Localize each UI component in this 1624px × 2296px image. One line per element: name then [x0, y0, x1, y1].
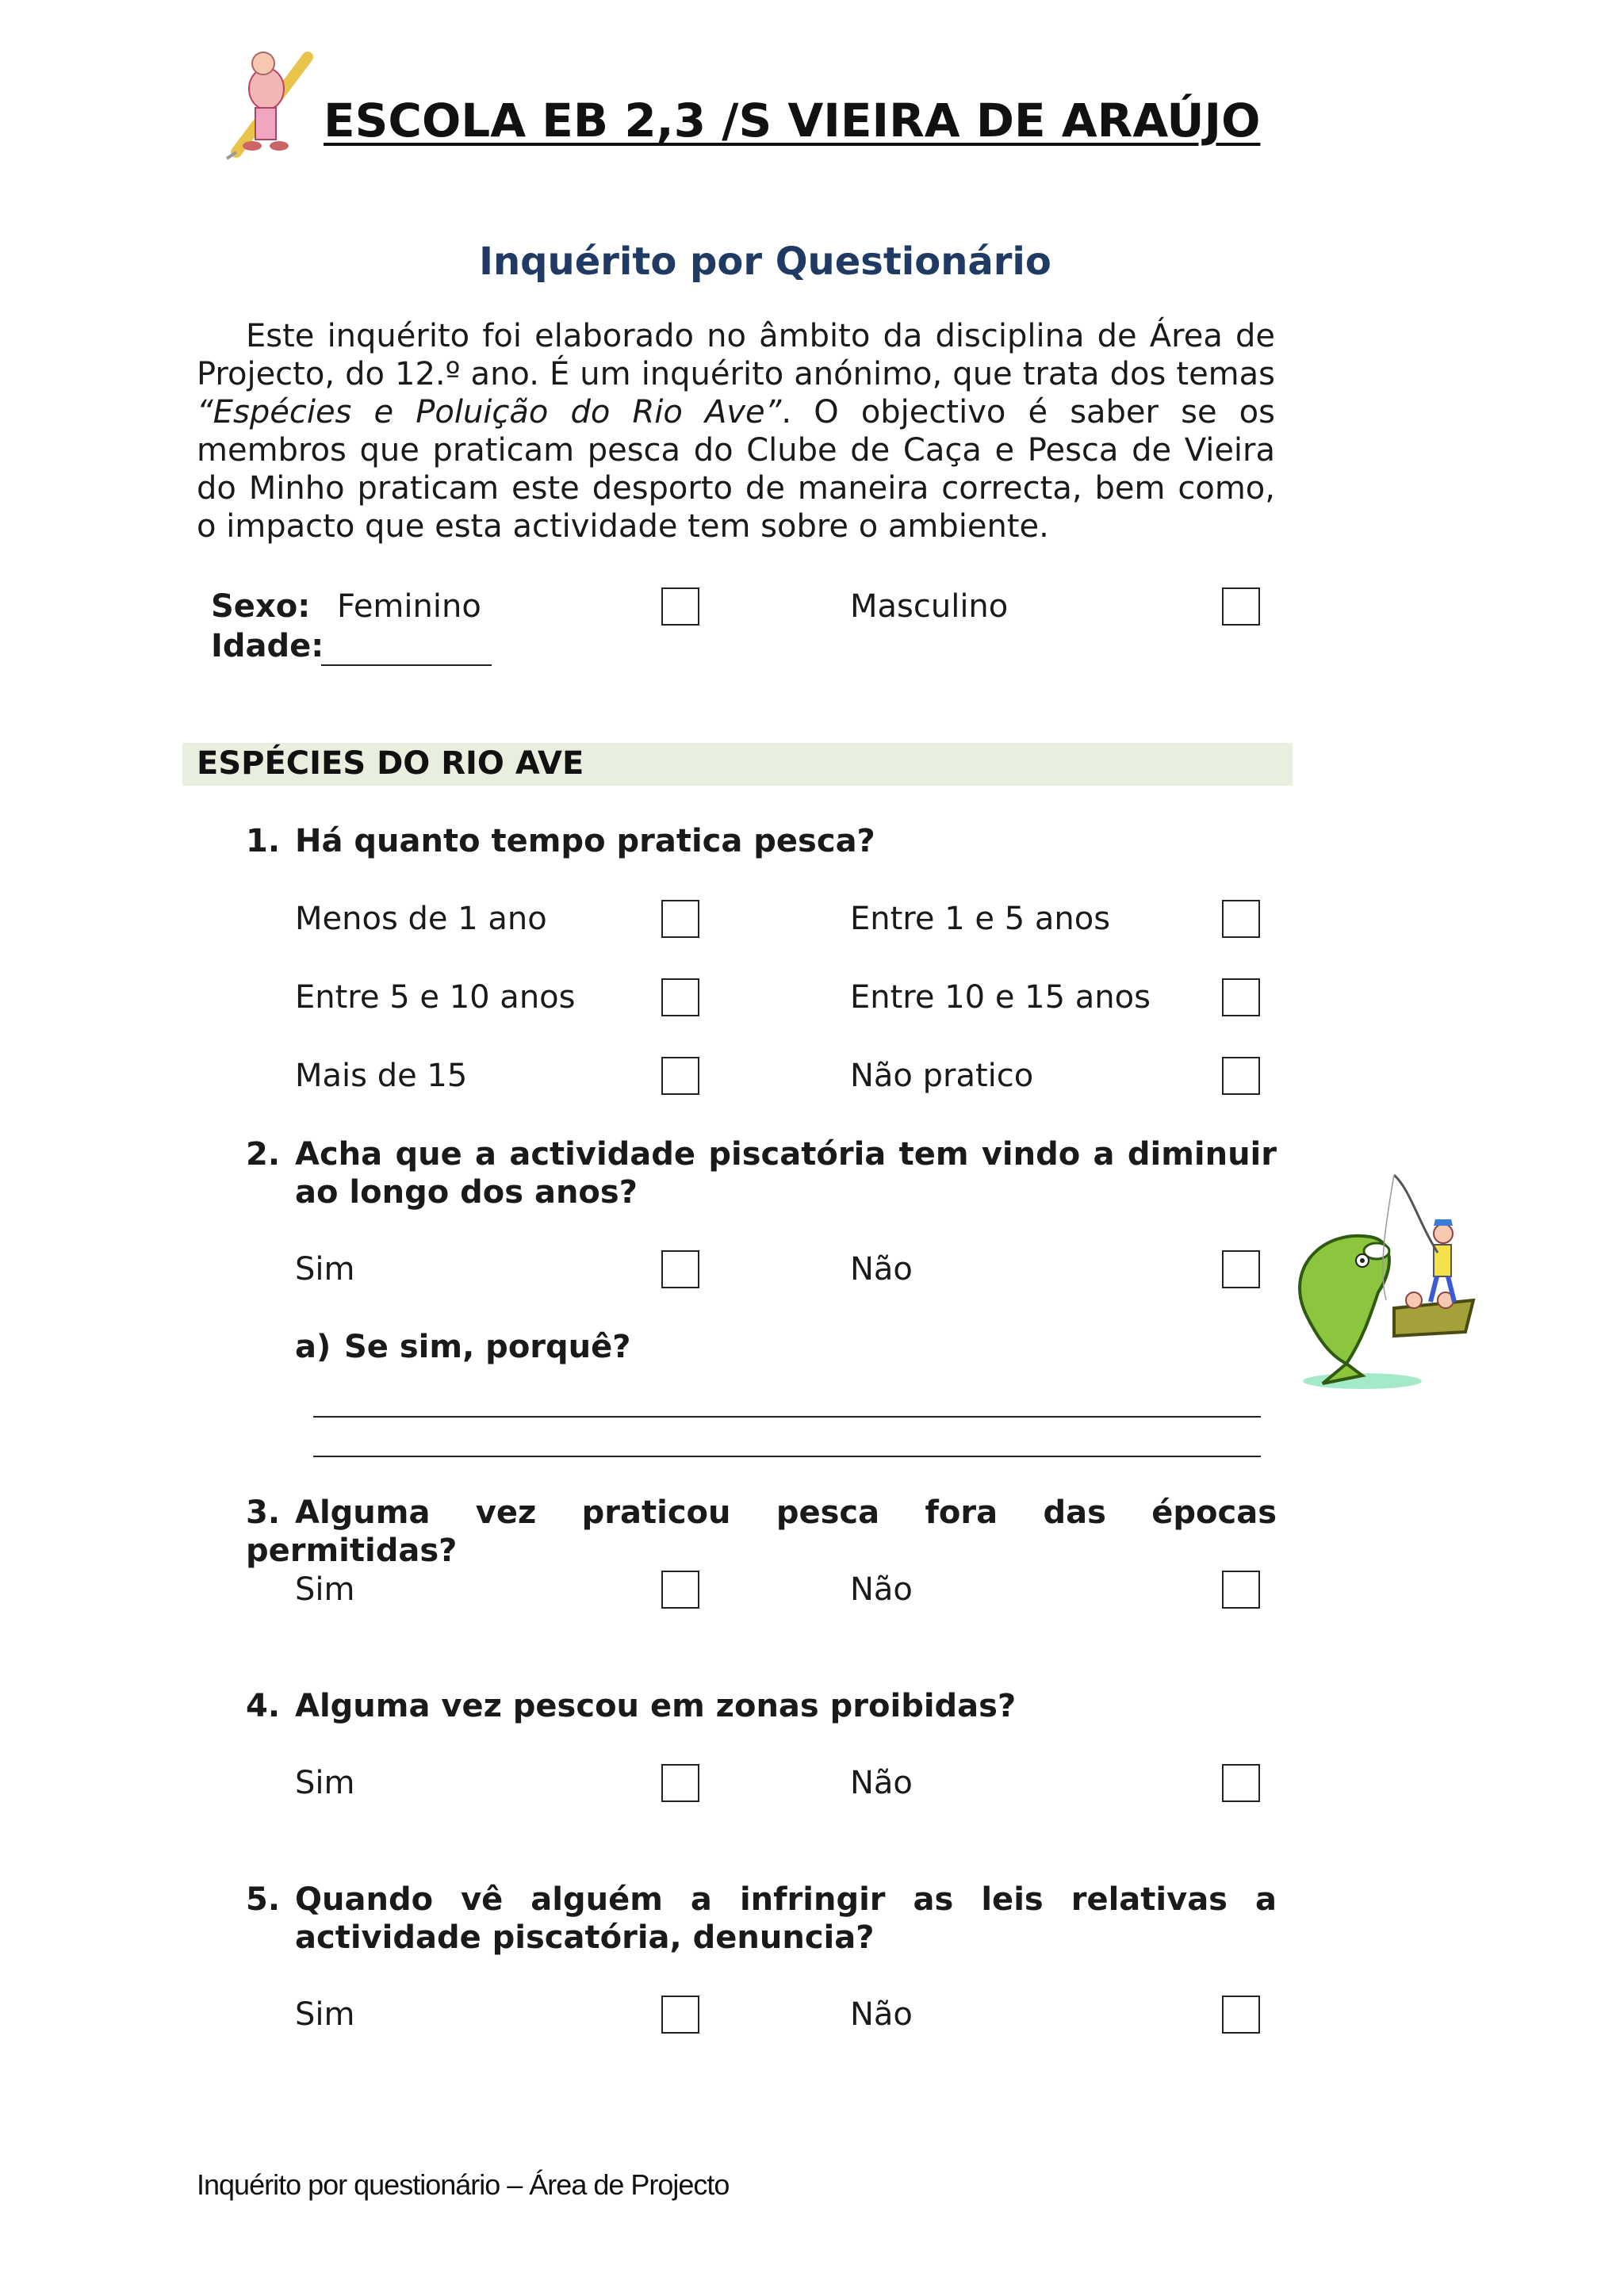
option-label: Não pratico [850, 1058, 1034, 1094]
fishing-illustration-icon [1275, 1173, 1481, 1395]
yes-label: Sim [295, 1571, 355, 1608]
yes-checkbox[interactable] [661, 1250, 699, 1288]
no-checkbox[interactable] [1222, 1250, 1260, 1288]
female-checkbox[interactable] [661, 587, 699, 626]
question-text: Quando vê alguém a infringir as leis relativas a actividade piscatória, denuncia? [295, 1881, 1277, 1956]
female-label: Feminino [337, 588, 481, 625]
intro-paragraph [197, 317, 1275, 545]
no-checkbox[interactable] [1222, 1571, 1260, 1609]
option-checkbox[interactable] [661, 900, 699, 938]
option-label: Entre 1 e 5 anos [850, 901, 1111, 937]
question-text: Alguma vez pescou em zonas proibidas? [295, 1688, 1017, 1724]
question-number: 2. [246, 1136, 281, 1173]
sub-question-text: Se sim, porquê? [344, 1329, 631, 1365]
answer-line[interactable] [313, 1416, 1261, 1418]
yes-label: Sim [295, 1996, 355, 2033]
pencil-mascot-icon [220, 41, 322, 160]
no-checkbox[interactable] [1222, 1764, 1260, 1802]
question-3 [246, 1494, 1277, 1570]
document-title: Inquérito por Questionário [479, 239, 1051, 284]
question-5 [246, 1881, 1277, 1957]
section-title: ESPÉCIES DO RIO AVE [197, 745, 584, 782]
sex-label: Sexo: [211, 588, 311, 625]
option-checkbox[interactable] [1222, 1057, 1260, 1095]
option-checkbox[interactable] [1222, 978, 1260, 1016]
option-checkbox[interactable] [1222, 900, 1260, 938]
intro-text-2: . O objectivo é saber se os membros que praticam pesca do Clube de Caça e Pesca de Vieira do Minho praticam este desporto de maneira correcta, bem como, o impacto que esta actividade tem sobre o ambiente. [197, 394, 1275, 545]
question-number: 4. [246, 1688, 281, 1724]
yes-checkbox[interactable] [661, 1571, 699, 1609]
option-label: Entre 5 e 10 anos [295, 979, 576, 1016]
question-2 [246, 1135, 1277, 1211]
sub-question-letter: a) [295, 1329, 331, 1365]
question-number: 5. [246, 1881, 281, 1918]
no-label: Não [850, 1765, 913, 1801]
yes-checkbox[interactable] [661, 1996, 699, 2034]
question-text: Alguma vez praticou pesca fora das épocas permitidas? [246, 1494, 1277, 1569]
yes-label: Sim [295, 1251, 355, 1288]
question-number: 3. [246, 1494, 281, 1531]
male-checkbox[interactable] [1222, 587, 1260, 626]
school-name: ESCOLA EB 2,3 /S VIEIRA DE ARAÚJO [324, 94, 1261, 147]
age-label: Idade: [211, 628, 324, 664]
no-checkbox[interactable] [1222, 1996, 1260, 2034]
male-label: Masculino [850, 588, 1009, 625]
option-label: Mais de 15 [295, 1058, 468, 1094]
yes-label: Sim [295, 1765, 355, 1801]
yes-checkbox[interactable] [661, 1764, 699, 1802]
question-4 [246, 1687, 1277, 1725]
intro-text-1: Este inquérito foi elaborado no âmbito da disciplina de Área de Projecto, do 12.º ano. É um inquérito anónimo, que trata dos temas [197, 318, 1275, 392]
page-footer: Inquérito por questionário – Área de Projecto [197, 2168, 730, 2201]
answer-line[interactable] [313, 1456, 1261, 1457]
option-label: Menos de 1 ano [295, 901, 547, 937]
no-label: Não [850, 1996, 913, 2033]
question-1 [246, 822, 1277, 860]
intro-topic: “Espécies e Poluição do Rio Ave” [197, 394, 782, 430]
question-number: 1. [246, 823, 281, 859]
no-label: Não [850, 1571, 913, 1608]
no-label: Não [850, 1251, 913, 1288]
option-label: Entre 10 e 15 anos [850, 979, 1151, 1016]
option-checkbox[interactable] [661, 978, 699, 1016]
question-text: Há quanto tempo pratica pesca? [295, 823, 875, 859]
age-input-line[interactable] [321, 664, 492, 666]
option-checkbox[interactable] [661, 1057, 699, 1095]
question-text: Acha que a actividade piscatória tem vindo a diminuir ao longo dos anos? [295, 1136, 1277, 1211]
